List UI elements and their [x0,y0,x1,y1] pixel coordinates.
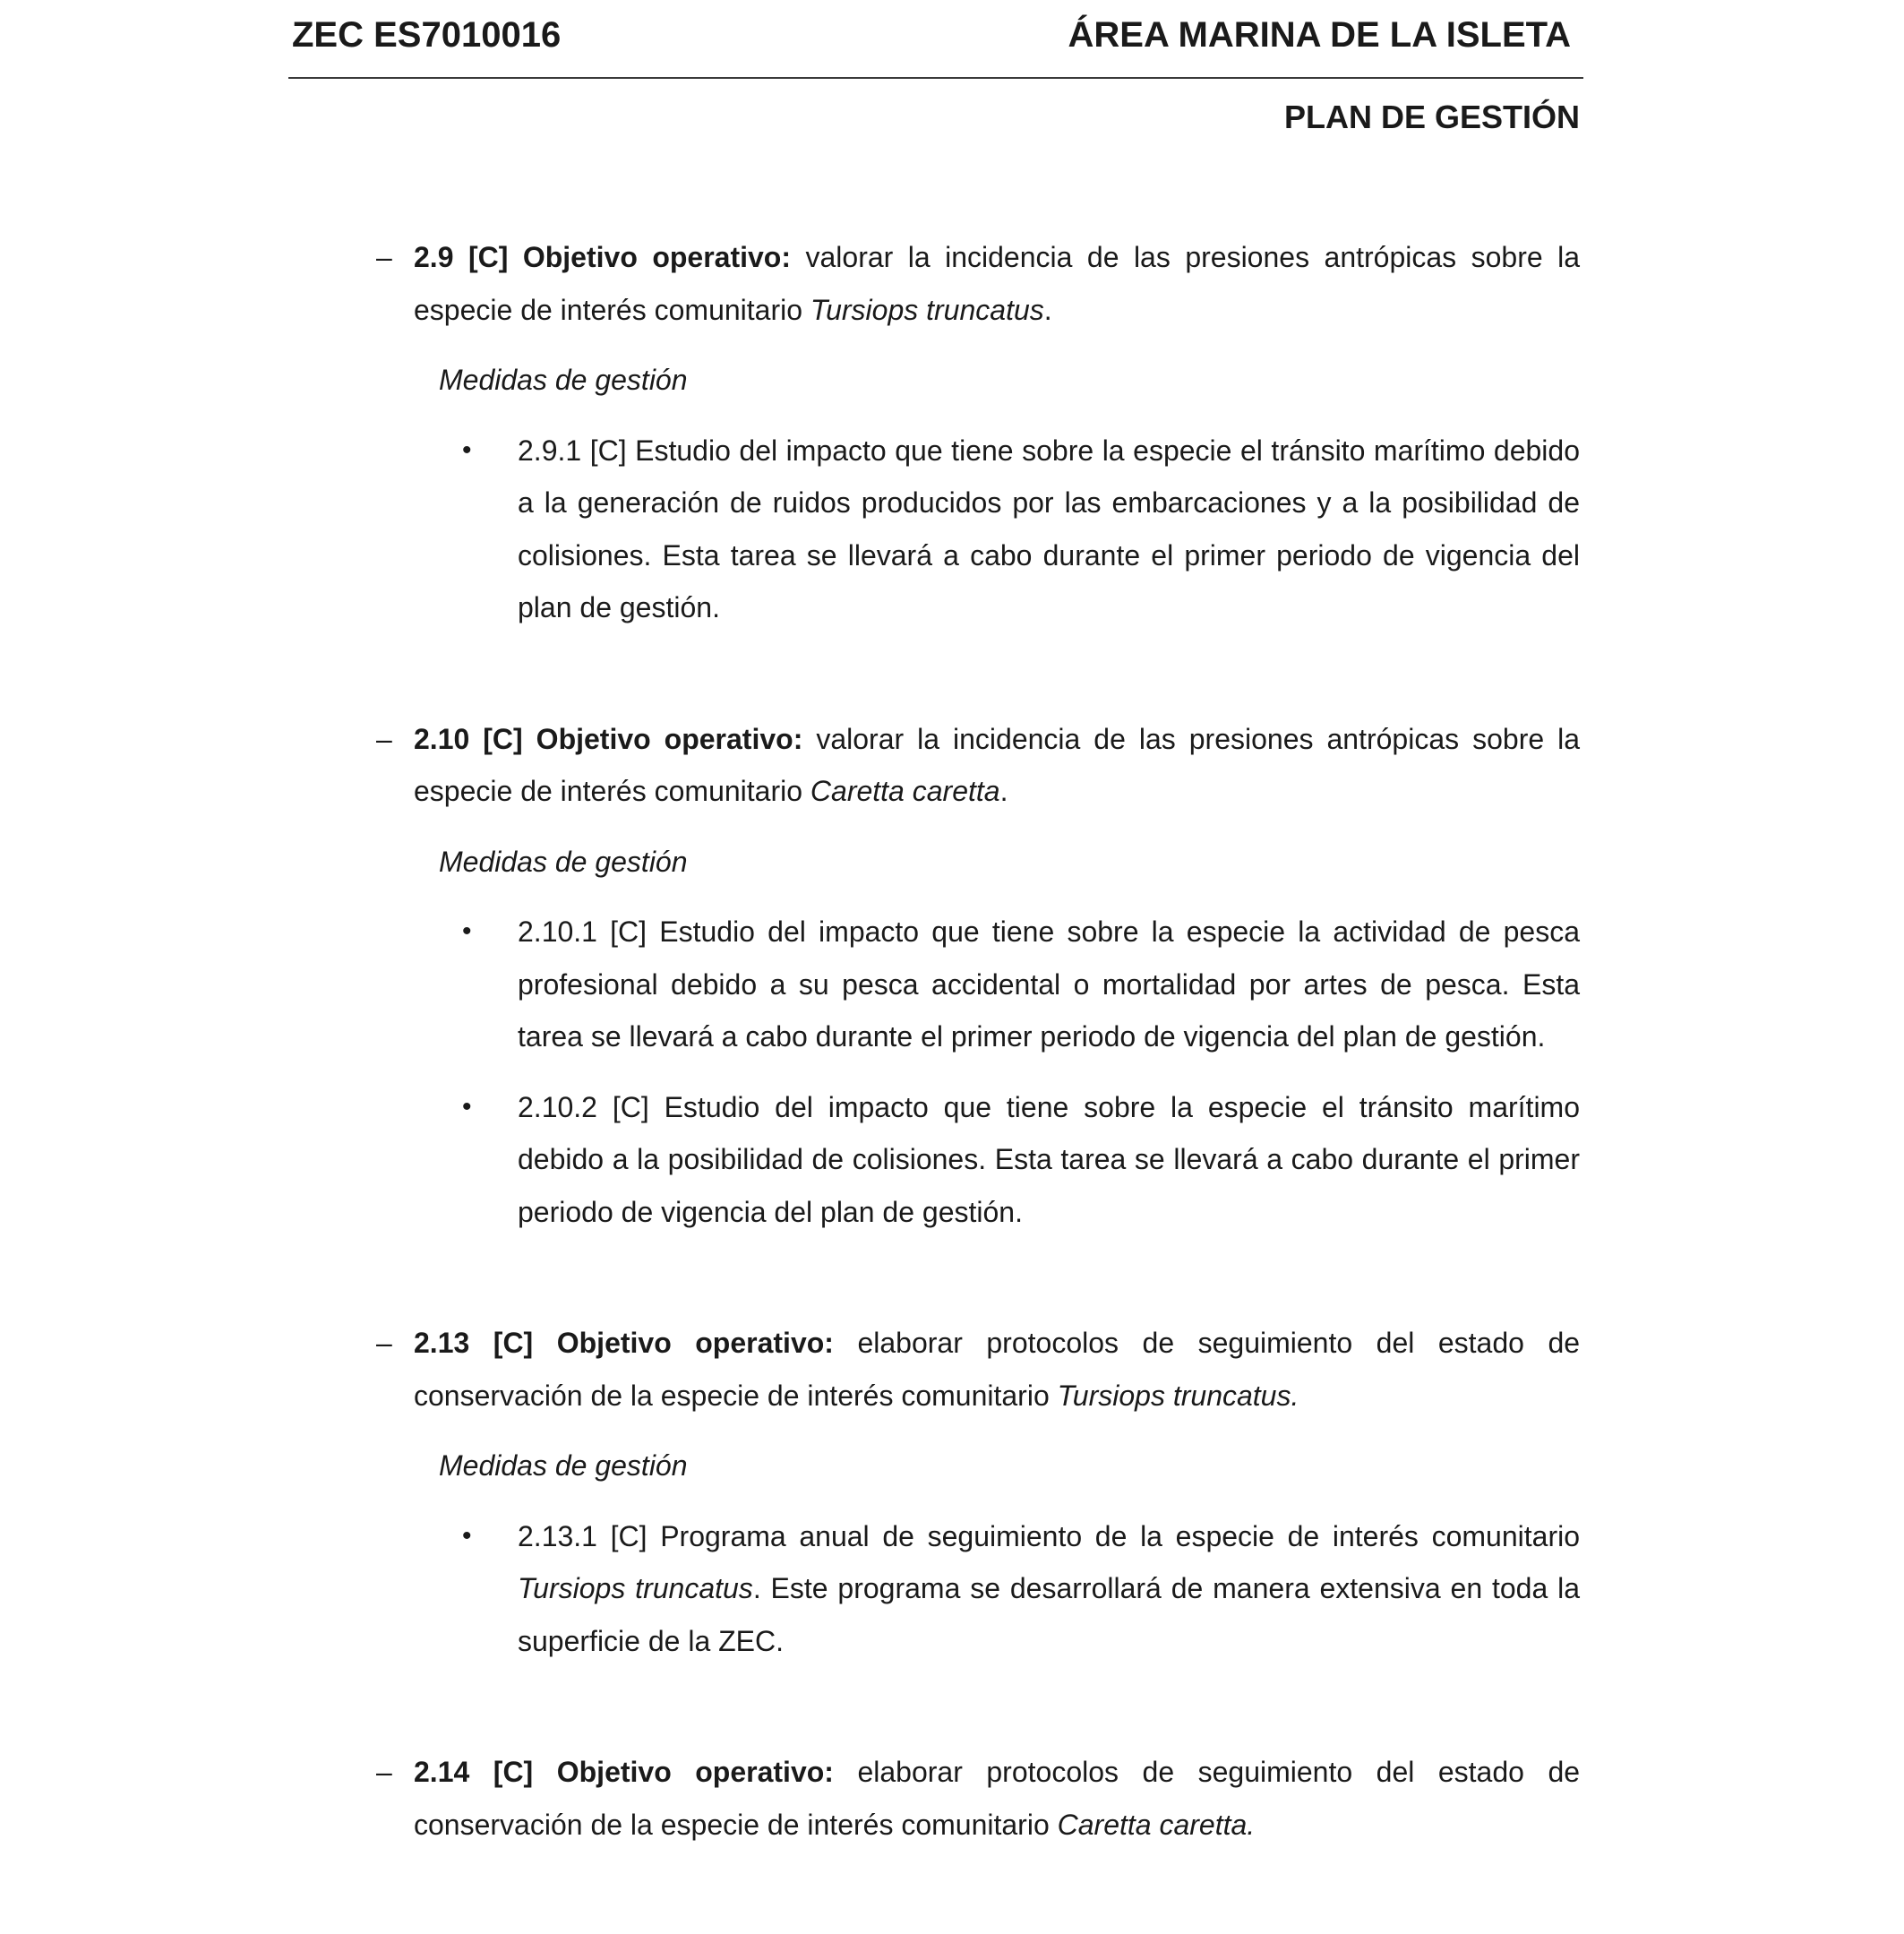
objective-label: Objetivo operativo: [536,722,803,755]
header-area-title: ÁREA MARINA DE LA ISLETA [1068,15,1571,55]
objective-end: . [999,775,1008,807]
objective-label: Objetivo operativo: [522,241,792,273]
measure-text-end: . Este programa se desarrollará de manera extensiva en toda la superficie de la ZEC. [518,1572,1581,1657]
objective-label: Objetivo operativo: [556,1756,834,1788]
dash-marker: – [376,1327,392,1359]
objective-2-14 [376,1746,1580,1851]
objective-text: elaborar protocolos de seguimiento del estado de conservación de la especie de interés comunitario [414,1756,1581,1841]
bullet-marker: • [462,1091,472,1122]
objective-2-13 [376,1317,1580,1422]
medidas-heading: Medidas de gestión [439,1449,688,1482]
objective-label: Objetivo operativo: [556,1327,834,1359]
measure-text: 2.13.1 [C] Programa anual de seguimiento de la especie de interés comunitario [518,1519,1580,1552]
measure-2-10-2 [462,1081,1580,1239]
species-name: Caretta caretta [810,775,1000,807]
measure-text: 2.9.1 [C] Estudio del impacto que tiene sobre la especie el tránsito marítimo debido a la generación de ruidos producidos por las embarcaciones y a la posibilidad de colisiones. Esta tarea se llevará a cabo durante el primer periodo de vigencia del plan de gestión. [518,434,1580,623]
bullet-marker: • [462,1520,472,1551]
species-name: Caretta caretta. [1057,1808,1256,1841]
objective-id: 2.14 [C] [414,1756,534,1788]
header-code: ZEC ES7010016 [292,15,562,55]
document-body [376,231,1580,1851]
dash-marker: – [376,722,392,755]
dash-marker: – [376,241,392,273]
objective-text: elaborar protocolos de seguimiento del estado de conservación de la especie de interés comunitario [414,1327,1581,1412]
header-divider [288,77,1583,79]
objective-end: . [1043,293,1052,326]
medidas-heading: Medidas de gestión [439,364,688,396]
measure-2-9-1 [462,425,1580,634]
species-name: Tursiops truncatus [518,1572,753,1604]
objective-id: 2.13 [C] [414,1327,534,1359]
measure-text: 2.10.1 [C] Estudio del impacto que tiene sobre la especie la actividad de pesca profesional debido a su pesca accidental o mortalidad por artes de pesca. Esta tarea se llevará a cabo durante el primer periodo de vigencia del plan de gestión. [518,915,1580,1053]
dash-marker: – [376,1756,392,1788]
header-subtitle: PLAN DE GESTIÓN [1283,99,1580,135]
objective-text: valorar la incidencia de las presiones antrópicas sobre la especie de interés comunitario [414,722,1581,807]
measure-text: 2.10.2 [C] Estudio del impacto que tiene sobre la especie el tránsito marítimo debido a la posibilidad de colisiones. Esta tarea se llevará a cabo durante el primer periodo de vigencia del plan de gestión. [518,1090,1580,1228]
measure-2-10-1 [462,906,1580,1063]
species-name: Tursiops truncatus. [1057,1379,1299,1412]
medidas-heading: Medidas de gestión [439,845,688,878]
bullet-marker: • [462,916,472,946]
bullet-marker: • [462,434,472,465]
objective-2-10 [376,713,1580,818]
objective-2-9 [376,231,1580,336]
species-name: Tursiops truncatus [810,293,1044,326]
objective-id: 2.10 [C] [414,722,523,755]
objective-id: 2.9 [C] [414,241,509,273]
objective-text: valorar la incidencia de las presiones antrópicas sobre la especie de interés comunitario [414,241,1581,326]
measure-2-13-1 [462,1510,1581,1668]
